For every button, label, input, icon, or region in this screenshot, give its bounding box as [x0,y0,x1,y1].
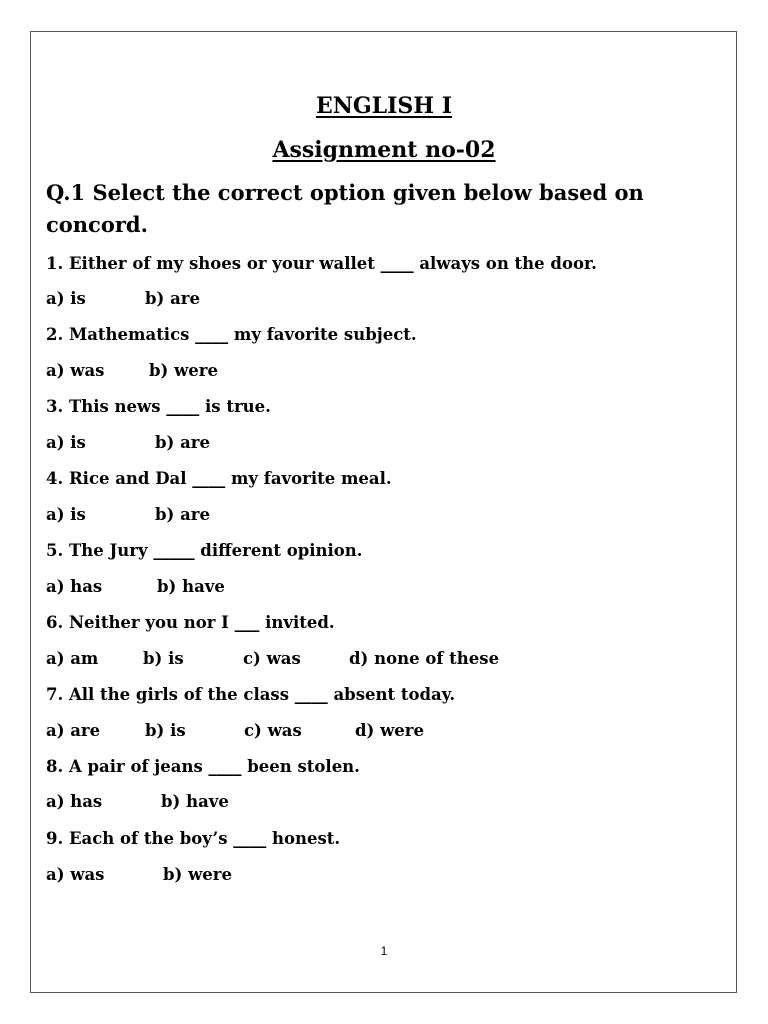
option-7d: d) were [355,721,424,740]
option-1b: b) are [145,289,200,308]
question-item-4: 4. Rice and Dal ____ my favorite meal. [46,469,392,488]
option-6d: d) none of these [349,649,500,668]
document-title: ENGLISH I [315,93,453,119]
option-3b: b) are [155,433,210,452]
option-2b: b) were [149,361,218,380]
question-item-9: 9. Each of the boy’s ____ honest. [46,829,341,848]
page-border [30,31,737,993]
question-item-7: 7. All the girls of the class ____ absent today. [46,685,456,704]
question-item-8: 8. A pair of jeans ____ been stolen. [46,757,360,776]
option-4b: b) are [155,505,210,524]
question-item-6: 6. Neither you nor I ___ invited. [46,613,335,632]
option-4a: a) is [46,505,86,524]
option-5a: a) has [46,577,103,596]
option-7c: c) was [244,721,302,740]
option-3a: a) is [46,433,86,452]
option-7a: a) are [46,721,101,740]
option-6a: a) am [46,649,99,668]
question-item-3: 3. This news ____ is true. [46,397,271,416]
option-6c: c) was [243,649,301,668]
question-item-5: 5. The Jury _____ different opinion. [46,541,363,560]
option-9a: a) was [46,865,105,884]
assignment-subtitle: Assignment no-02 [272,137,496,163]
question-heading: Q.1 Select the correct option given below based on concord. [46,180,644,237]
option-8b: b) have [161,792,229,811]
option-5b: b) have [157,577,225,596]
option-9b: b) were [163,865,232,884]
option-2a: a) was [46,361,105,380]
option-7b: b) is [145,721,186,740]
option-6b: b) is [143,649,184,668]
option-8a: a) has [46,792,103,811]
question-item-1: 1. Either of my shoes or your wallet ____ always on the door. [46,254,597,273]
option-1a: a) is [46,289,86,308]
question-item-2: 2. Mathematics ____ my favorite subject. [46,325,417,344]
page-number: 1 [380,944,388,958]
